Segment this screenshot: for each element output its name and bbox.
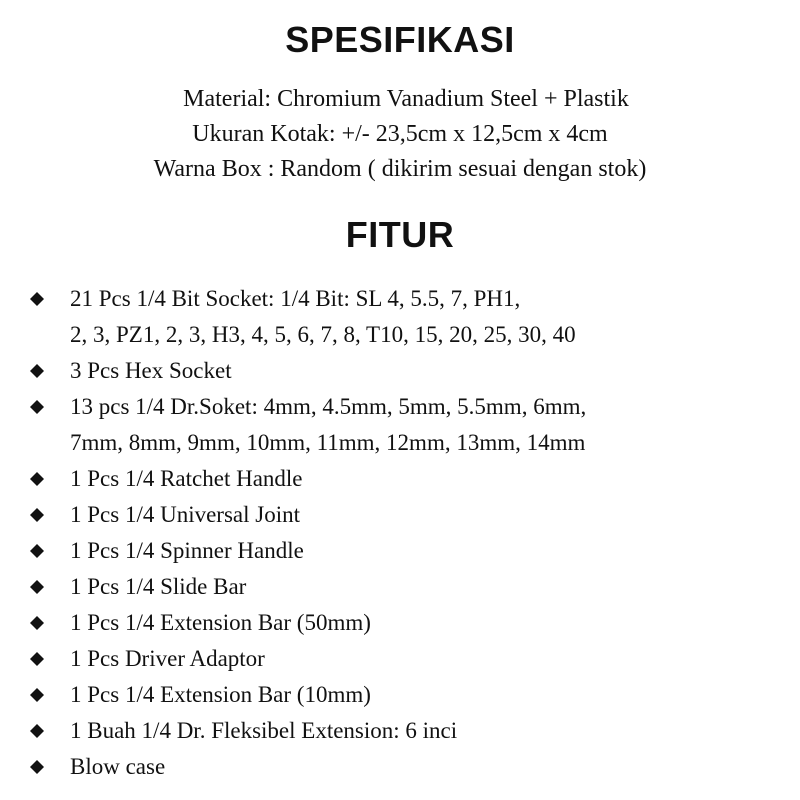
spesifikasi-heading: SPESIFIKASI xyxy=(285,19,515,60)
feature-item xyxy=(30,713,790,749)
feature-text: 2, 3, PZ1, 2, 3, H3, 4, 5, 6, 7, 8, T10, 15, 20, 25, 30, 40 xyxy=(70,322,576,347)
feature-item xyxy=(30,533,790,569)
feature-text: 1 Pcs 1/4 Ratchet Handle xyxy=(70,466,303,491)
feature-item xyxy=(30,353,790,389)
feature-text: 1 Pcs 1/4 Slide Bar xyxy=(70,574,247,599)
feature-text: 1 Pcs Driver Adaptor xyxy=(70,646,265,671)
black-diamond-icon xyxy=(30,544,44,558)
feature-text: 1 Pcs 1/4 Spinner Handle xyxy=(70,538,304,563)
feature-item xyxy=(30,281,790,353)
black-diamond-icon xyxy=(30,292,44,306)
feature-text: 7mm, 8mm, 9mm, 10mm, 11mm, 12mm, 13mm, 14mm xyxy=(70,430,586,455)
spesifikasi-list xyxy=(0,82,800,187)
black-diamond-icon xyxy=(30,652,44,666)
feature-text: 1 Pcs 1/4 Extension Bar (50mm) xyxy=(70,610,371,635)
feature-text: 13 pcs 1/4 Dr.Soket: 4mm, 4.5mm, 5mm, 5.5mm, 6mm, xyxy=(70,394,587,419)
feature-text: 21 Pcs 1/4 Bit Socket: 1/4 Bit: SL 4, 5.5, 7, PH1, xyxy=(70,286,521,311)
spec-ukuran-kotak: Ukuran Kotak: +/- 23,5cm x 12,5cm x 4cm xyxy=(192,121,608,147)
feature-item xyxy=(30,461,790,497)
feature-text: Blow case xyxy=(70,754,166,779)
feature-item xyxy=(30,605,790,641)
spec-material: Material: Chromium Vanadium Steel + Plastik xyxy=(183,86,629,112)
black-diamond-icon xyxy=(30,400,44,414)
feature-text: 1 Pcs 1/4 Extension Bar (10mm) xyxy=(70,682,371,707)
spec-warna-box: Warna Box : Random ( dikirim sesuai dengan stok) xyxy=(153,156,647,182)
feature-item xyxy=(30,641,790,677)
feature-item xyxy=(30,677,790,713)
black-diamond-icon xyxy=(30,580,44,594)
fitur-list xyxy=(30,281,790,785)
feature-item xyxy=(30,497,790,533)
black-diamond-icon xyxy=(30,760,44,774)
feature-text: 3 Pcs Hex Socket xyxy=(70,358,232,383)
feature-text: 1 Buah 1/4 Dr. Fleksibel Extension: 6 inci xyxy=(70,718,458,743)
black-diamond-icon xyxy=(30,364,44,378)
black-diamond-icon xyxy=(30,688,44,702)
feature-item xyxy=(30,389,790,461)
black-diamond-icon xyxy=(30,508,44,522)
feature-item xyxy=(30,749,790,785)
fitur-heading: FITUR xyxy=(345,214,455,255)
black-diamond-icon xyxy=(30,724,44,738)
black-diamond-icon xyxy=(30,616,44,630)
black-diamond-icon xyxy=(30,472,44,486)
feature-item xyxy=(30,569,790,605)
feature-text: 1 Pcs 1/4 Universal Joint xyxy=(70,502,300,527)
